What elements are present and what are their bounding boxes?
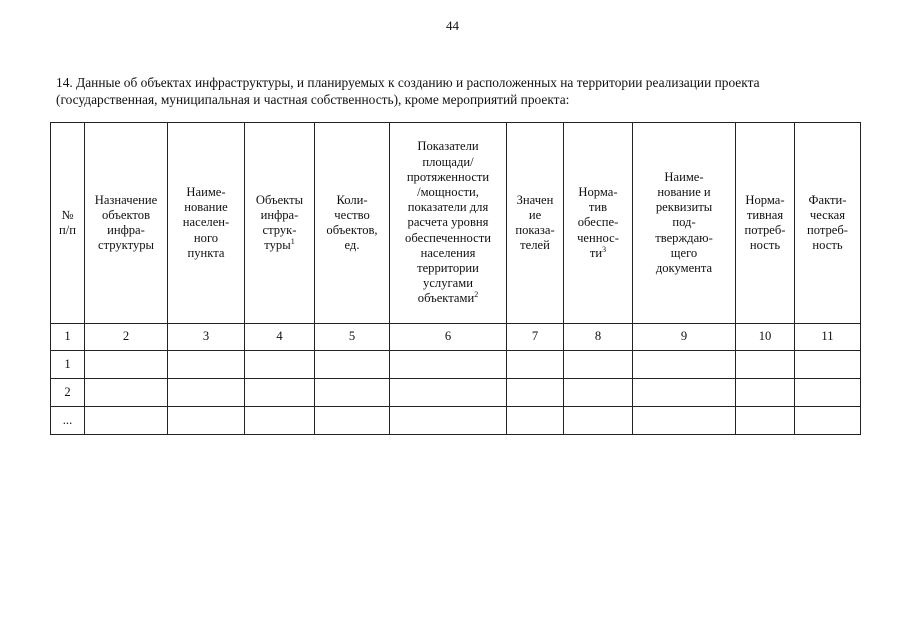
column-header-9 xyxy=(633,123,736,324)
section-heading: 14. Данные об объектах инфраструктуры, и планируемых к созданию и расположенных на территории реализации проекта (государственная, муниципальная и частная собственность), кроме мероприятий проекта: xyxy=(56,75,760,107)
table-cell[interactable] xyxy=(315,407,390,435)
column-header-11 xyxy=(795,123,861,324)
column-number: 11 xyxy=(795,324,861,351)
column-header-line: п/п xyxy=(59,223,76,237)
column-header-line: Факти- xyxy=(808,192,847,207)
column-number: 8 xyxy=(564,324,633,351)
column-header-line: Объекты xyxy=(255,192,304,207)
table-cell[interactable] xyxy=(633,379,736,407)
footnote-marker: 2 xyxy=(474,290,479,300)
table-cell[interactable] xyxy=(315,379,390,407)
column-number: 7 xyxy=(507,324,564,351)
column-header-line: населения xyxy=(420,245,476,260)
table-cell[interactable] xyxy=(315,351,390,379)
column-header-line: Наиме- xyxy=(664,169,704,184)
column-header-line: территории xyxy=(417,261,479,275)
column-header-line: Норма- xyxy=(578,184,618,199)
column-header-line: ченнос- xyxy=(577,230,619,245)
column-header-line: тивная xyxy=(746,207,784,222)
column-number: 4 xyxy=(245,324,315,351)
column-header-line: объектов xyxy=(101,207,151,222)
table-cell[interactable] xyxy=(564,407,633,435)
column-header-line: ие xyxy=(528,207,542,222)
footnote-marker: 3 xyxy=(602,244,607,254)
table-cell[interactable] xyxy=(795,407,861,435)
column-header-line: /мощности, xyxy=(417,184,479,199)
table-cell[interactable] xyxy=(390,407,507,435)
column-header-10 xyxy=(736,123,795,324)
footnote-marker: 1 xyxy=(290,237,295,247)
column-header-1 xyxy=(51,123,85,324)
table-cell[interactable] xyxy=(633,407,736,435)
column-number: 9 xyxy=(633,324,736,351)
table-cell[interactable] xyxy=(168,379,245,407)
column-header-line: ность xyxy=(749,238,781,253)
table-cell[interactable] xyxy=(390,351,507,379)
column-header-line: нование xyxy=(184,200,228,215)
column-header-4 xyxy=(245,123,315,324)
column-header-8 xyxy=(564,123,633,324)
column-header-7 xyxy=(507,123,564,324)
table-cell[interactable] xyxy=(736,379,795,407)
column-header-line: услугами xyxy=(423,276,473,291)
table-cell[interactable] xyxy=(736,351,795,379)
table-row xyxy=(51,351,861,379)
column-header-line: ного xyxy=(193,230,219,245)
column-header-line: Наиме- xyxy=(186,184,226,199)
column-header-line: ти xyxy=(589,245,603,260)
column-header-line: показа- xyxy=(515,223,555,237)
column-header-line: структуры xyxy=(97,238,155,253)
column-header-line: населен- xyxy=(182,215,230,230)
column-header-line: обеспе- xyxy=(577,215,619,230)
table-cell[interactable] xyxy=(85,351,168,379)
table-cell[interactable] xyxy=(564,351,633,379)
table-cell[interactable] xyxy=(507,407,564,435)
page-number: 44 xyxy=(446,18,459,33)
table-cell[interactable] xyxy=(245,379,315,407)
infrastructure-table xyxy=(50,122,861,435)
column-number: 1 xyxy=(51,324,85,351)
table-row xyxy=(51,379,861,407)
table-cell[interactable] xyxy=(564,379,633,407)
column-number: 2 xyxy=(85,324,168,351)
column-header-line: нование и xyxy=(657,184,711,199)
column-header-line: № xyxy=(61,207,74,222)
column-header-line: щего xyxy=(670,245,698,260)
column-header-line: ность xyxy=(812,238,843,253)
column-header-line: ед. xyxy=(344,238,360,253)
column-header-line: инфра- xyxy=(260,207,299,222)
column-header-6 xyxy=(390,123,507,324)
column-header-line: инфра- xyxy=(107,223,145,237)
column-header-line: Норма- xyxy=(745,192,785,207)
table-cell[interactable] xyxy=(390,379,507,407)
table-cell[interactable] xyxy=(736,407,795,435)
column-header-line: реквизиты xyxy=(655,200,713,215)
column-header-3 xyxy=(168,123,245,324)
column-header-2 xyxy=(85,123,168,324)
column-header-line: протяженности xyxy=(406,169,490,184)
column-number: 6 xyxy=(390,324,507,351)
table-cell[interactable] xyxy=(245,407,315,435)
column-header-line: чество xyxy=(334,207,370,222)
table-cell[interactable] xyxy=(507,351,564,379)
column-header-line: тив xyxy=(588,200,608,215)
table-cell[interactable] xyxy=(633,351,736,379)
column-header-line: пункта xyxy=(187,245,225,260)
table-cell[interactable] xyxy=(168,407,245,435)
table-cell[interactable] xyxy=(245,351,315,379)
table-cell[interactable] xyxy=(85,407,168,435)
column-header-line: струк- xyxy=(262,223,297,237)
column-header-line: под- xyxy=(672,215,696,230)
table-cell[interactable] xyxy=(168,351,245,379)
column-header-line: документа xyxy=(655,261,713,275)
column-header-line: потреб- xyxy=(806,223,849,237)
column-header-line: показатели для xyxy=(407,200,489,215)
column-header-5 xyxy=(315,123,390,324)
column-header-line: телей xyxy=(520,238,550,253)
column-header-line: потреб- xyxy=(744,223,786,237)
column-header-line: тверждаю- xyxy=(655,230,713,245)
column-header-line: расчета уровня xyxy=(407,215,489,230)
column-header-line: объектами xyxy=(417,291,475,306)
column-header-line: Коли- xyxy=(336,192,368,207)
row-number-cell: 2 xyxy=(51,379,85,407)
table-cell[interactable] xyxy=(507,379,564,407)
column-number-row xyxy=(51,324,861,351)
column-header-line: объектов, xyxy=(326,223,378,237)
table-cell[interactable] xyxy=(795,379,861,407)
row-number-cell: 1 xyxy=(51,351,85,379)
column-number: 10 xyxy=(736,324,795,351)
column-header-line: площади/ xyxy=(422,154,474,169)
column-header-line: ческая xyxy=(809,207,846,222)
column-header-line: Значен xyxy=(516,192,554,207)
column-header-line: туры xyxy=(264,238,291,253)
header-row xyxy=(51,123,861,324)
column-header-line: Показатели xyxy=(417,139,479,154)
column-header-line: обеспеченности xyxy=(405,230,491,245)
column-header-line: Назначение xyxy=(94,192,158,207)
table-row xyxy=(51,407,861,435)
table-cell[interactable] xyxy=(795,351,861,379)
column-number: 5 xyxy=(315,324,390,351)
column-number: 3 xyxy=(168,324,245,351)
table-cell[interactable] xyxy=(85,379,168,407)
row-number-cell: ... xyxy=(51,407,85,435)
